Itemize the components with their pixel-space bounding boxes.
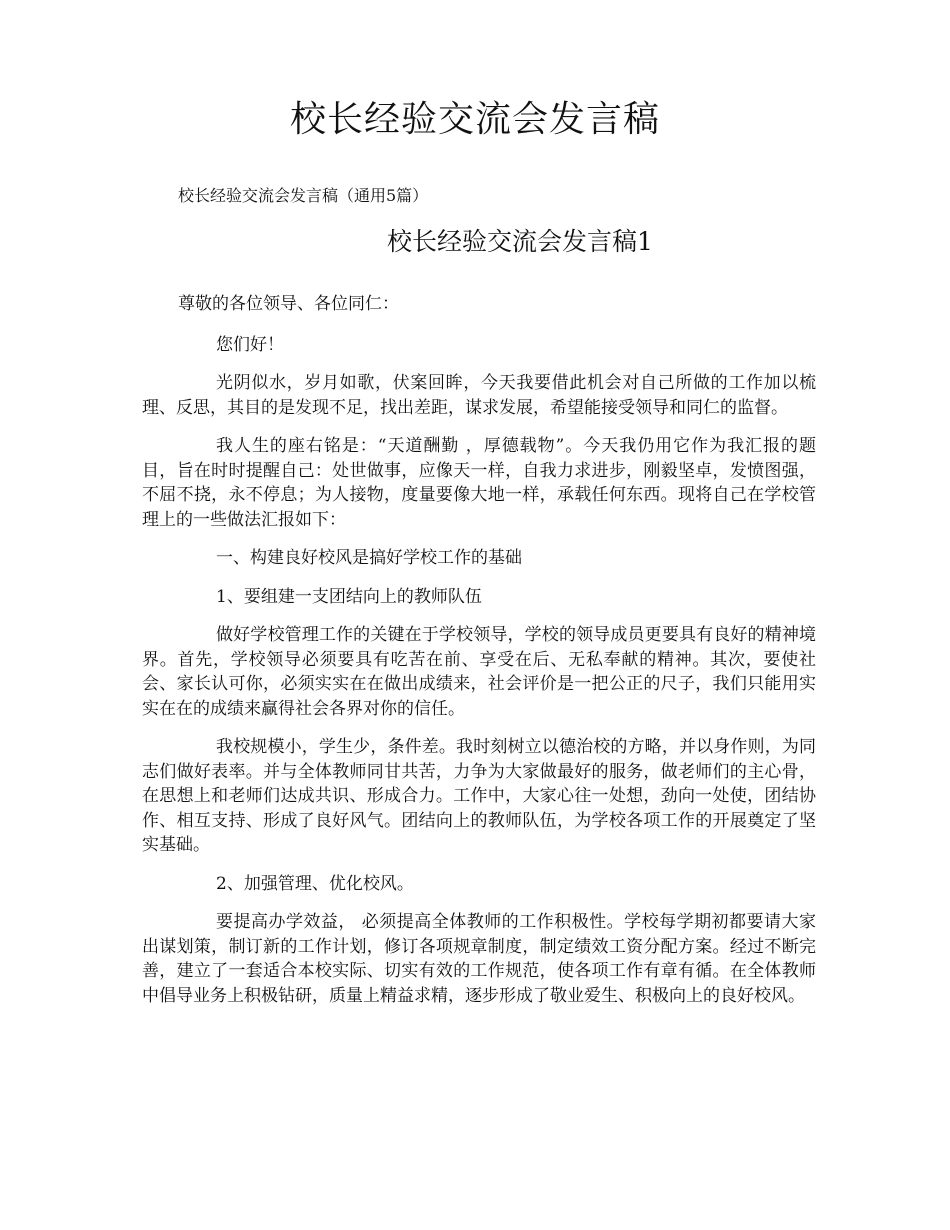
section-heading: 一、构建良好校风是搞好学校工作的基础 [216, 548, 522, 568]
sub-heading: 2、加强管理、优化校风。 [216, 873, 414, 894]
sub-heading: 1、要组建一支团结向上的教师队伍 [216, 586, 482, 607]
section-title: 校长经验交流会发言稿1 [387, 227, 653, 256]
document-intro: 校长经验交流会发言稿（通用5篇） [178, 186, 429, 205]
paragraph: 我校规模小，学生少，条件差。我时刻树立以德治校的方略，并以身作则，为同志们做好表率。并与全体教师同甘共苦，力争为大家做最好的服务，做老师们的主心骨，在思想上和老师们达成共识、形成合力。工作中，大家心往一处想，劲向一处使，团结协作、相互支持、形成了良好风气。团结向上的教师队伍，为学校各项工作的开展奠定了坚实基础。 [142, 737, 816, 855]
paragraph: 光阴似水，岁月如歌，伏案回眸，今天我要借此机会对自己所做的工作加以梳理、反思，其目的是发现不足，找出差距，谋求发展，希望能接受领导和同仁的监督。 [142, 373, 816, 418]
paragraph: 要提高办学效益， 必须提高全体教师的工作积极性。学校每学期初都要请大家出谋划策，制订新的工作计划，修订各项规章制度，制定绩效工资分配方案。经过不断完善，建立了一套适合本校实际、切实有效的工作规范，使各项工作有章有循。在全体教师中倡导业务上积极钻研，质量上精益求精，逐步形成了敬业爱生、积极向上的良好校风。 [142, 912, 816, 1006]
greeting: 您们好！ [216, 334, 284, 355]
paragraph: 我人生的座右铭是：“天道酬勤 ，厚德载物”。今天我仍用它作为我汇报的题目，旨在时时提醒自己：处世做事，应像天一样，自我力求进步，刚毅坚卓，发愤图强，不屈不挠，永不停息；为人接物，度量要像大地一样，承载任何东西。现将自己在学校管理上的一些做法汇报如下： [142, 436, 816, 530]
document-body [142, 292, 816, 1022]
salutation: 尊敬的各位领导、各位同仁： [178, 294, 399, 314]
document-title: 校长经验交流会发言稿 [289, 99, 660, 140]
paragraph: 做好学校管理工作的关键在于学校领导，学校的领导成员更要具有良好的精神境界。首先，学校领导必须要具有吃苦在前、享受在后、无私奉献的精神。其次，要使社会、家长认可你，必须实实在在做出成绩来，社会评价是一把公正的尺子，我们只能用实实在在的成绩来赢得社会各界对你的信任。 [142, 625, 816, 719]
